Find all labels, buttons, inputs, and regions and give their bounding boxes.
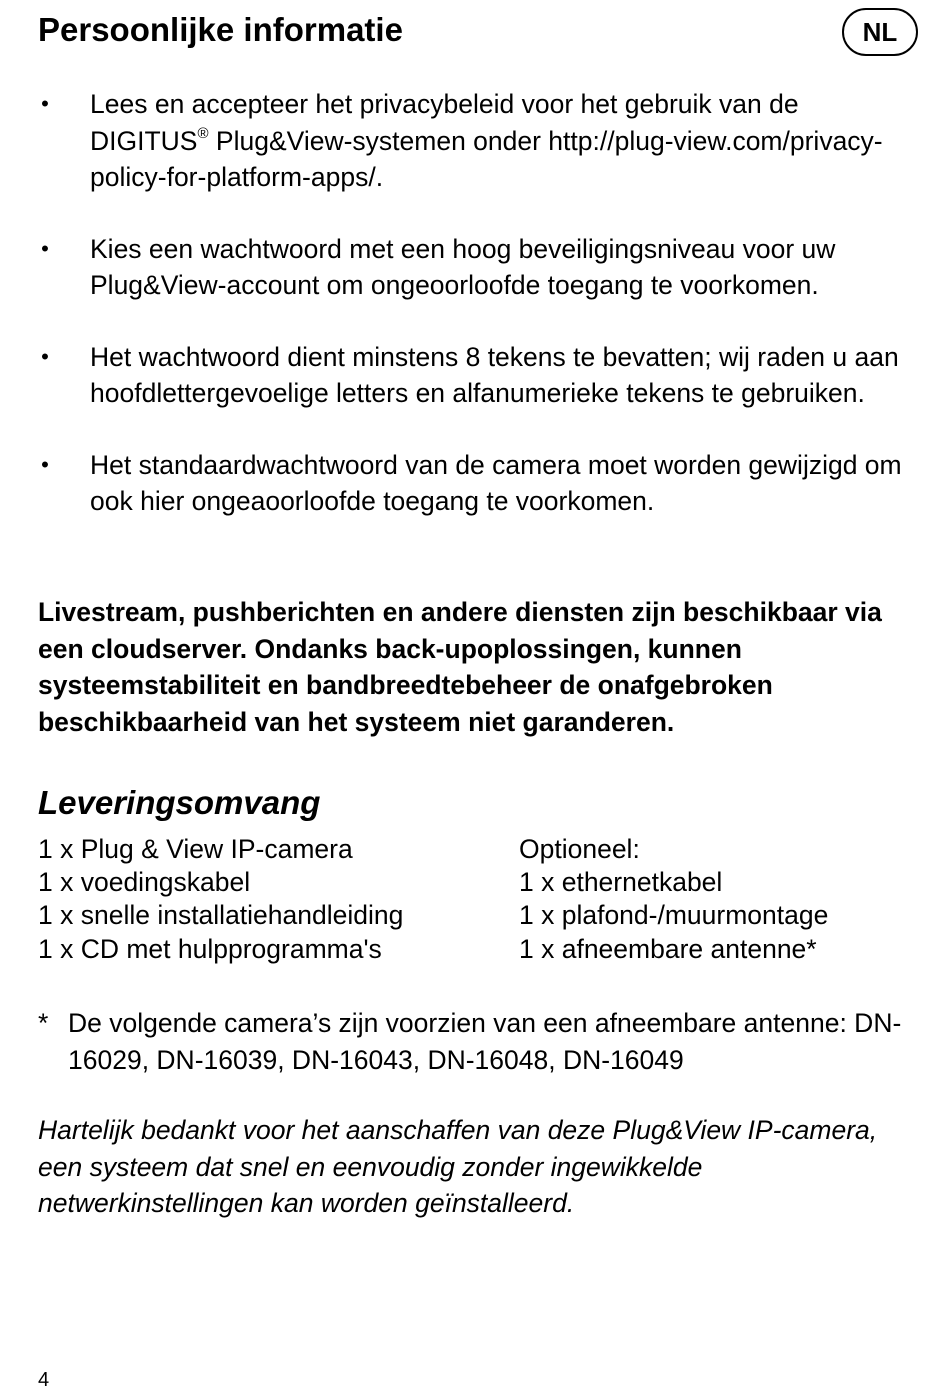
- page-title: Persoonlijke informatie: [38, 11, 403, 48]
- language-badge: NL: [842, 8, 918, 56]
- bullet-icon: •: [41, 235, 49, 261]
- included-items-list: [38, 833, 508, 966]
- bullet-text: Kies een wachtwoord met een hoog beveiligingsniveau voor uw Plug&View-account om ongeoorloofde toegang te voorkomen.: [90, 233, 836, 300]
- bullet-text: Het wachtwoord dient minstens 8 tekens te bevatten; wij raden u aan hoofdlettergevoelige letters en alfanumerieke tekens te gebruiken.: [90, 341, 899, 408]
- footnote-text: De volgende camera’s zijn voorzien van een afneembare antenne: DN-16029, DN-16039, DN-16043, DN-16048, DN-16049: [68, 1008, 902, 1075]
- thank-you-text: Hartelijk bedankt voor het aanschaffen van deze Plug&View IP-camera, een systeem dat snel en eenvoudig zonder ingewikkelde netwerkinstellingen kan worden geïnstalleerd.: [38, 1115, 878, 1218]
- privacy-bullet-list: [38, 86, 918, 520]
- cloud-notice: Livestream, pushberichten en andere diensten zijn beschikbaar via een cloudserver. Ondanks back-upoplossingen, kunnen systeemstabiliteit en bandbreedtebeheer de onafgebroken beschikbaarheid van het systeem niet garanderen.: [38, 597, 882, 737]
- optional-items-list: [519, 833, 919, 966]
- bullet-text: Lees en accepteer het privacybeleid voor het gebruik van de DIGITUS: [90, 89, 799, 156]
- list-item: 1 x afneembare antenne*: [519, 933, 817, 964]
- registered-mark: ®: [197, 124, 209, 142]
- bullet-icon: •: [41, 343, 49, 369]
- list-item: 1 x snelle installatiehandleiding: [38, 900, 404, 931]
- list-item: [38, 231, 918, 304]
- list-item: 1 x ethernetkabel: [519, 867, 723, 898]
- page-number: 4: [38, 1369, 50, 1391]
- bullet-text: Het standaardwachtwoord van de camera moet worden gewijzigd om ook hier ongeaoorloofde toegang te voorkomen.: [90, 449, 902, 516]
- bullet-icon: •: [41, 91, 49, 116]
- scope-title: Leveringsomvang: [38, 784, 321, 821]
- optional-heading: Optioneel:: [519, 834, 640, 864]
- list-item: [38, 447, 918, 520]
- footnote-mark: *: [38, 1008, 49, 1038]
- list-item: 1 x Plug & View IP-camera: [38, 834, 353, 864]
- list-item: 1 x voedingskabel: [38, 867, 251, 898]
- footnote: [38, 1005, 918, 1078]
- bullet-text: Plug&View-systemen onder http://plug-view.com/privacy-policy-for-platform-apps/.: [90, 125, 883, 192]
- list-item: [38, 339, 918, 412]
- list-item: 1 x CD met hulpprogramma's: [38, 933, 382, 964]
- list-item: 1 x plafond-/muurmontage: [519, 900, 829, 931]
- list-item: [38, 86, 918, 196]
- bullet-icon: •: [41, 451, 49, 477]
